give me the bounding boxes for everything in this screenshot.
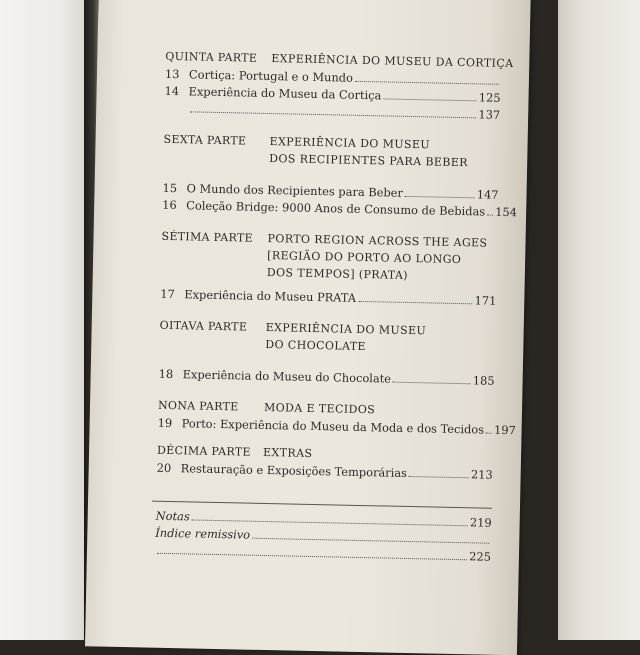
chapter-title: Experiência do Museu PRATA: [184, 287, 357, 305]
page-number: 154: [495, 204, 518, 220]
facing-page-left: [0, 0, 88, 640]
dot-leader: [192, 519, 468, 526]
chapter-number: 18: [158, 366, 174, 382]
section-label: QUINTA PARTE: [165, 49, 258, 65]
dot-leader: [252, 538, 489, 544]
chapter-title: Experiência do Museu da Cortiça: [188, 84, 382, 103]
section-title: EXTRAS: [262, 445, 313, 460]
chapter-number: 19: [157, 415, 173, 431]
section-label: SÉTIMA PARTE: [161, 229, 254, 245]
book-page: [85, 0, 531, 655]
chapter-number: 17: [160, 286, 176, 302]
section-label: SEXTA PARTE: [163, 132, 247, 148]
chapter-title: Experiência do Museu do Chocolate: [182, 367, 392, 386]
page-number: 171: [474, 293, 497, 308]
chapter-number: 13: [164, 66, 180, 82]
page-number: 213: [470, 467, 493, 482]
section-title: MODA E TECIDOS: [263, 400, 376, 417]
section-title: EXPERIÊNCIA DO MUSEU DOS RECIPIENTES PARA BEBER: [269, 135, 469, 170]
dot-leader: [157, 553, 467, 560]
dot-leader: [405, 196, 475, 198]
dot-leader: [393, 382, 471, 385]
section-title: EXPERIÊNCIA DO MUSEU DA CORTIÇA: [271, 52, 514, 71]
page-number: 197: [493, 422, 516, 438]
page-number: 185: [472, 373, 495, 388]
dot-leader: [486, 433, 492, 434]
chapter-number: 15: [162, 180, 178, 196]
facing-page-right: [558, 0, 640, 640]
dot-leader: [355, 81, 499, 85]
page-number: 219: [469, 515, 492, 530]
divider: [152, 501, 492, 509]
chapter-number: 14: [164, 83, 180, 99]
section-heading: [161, 228, 498, 286]
section-title: EXPERIÊNCIA DO MUSEU DO CHOCOLATE: [265, 320, 427, 354]
chapter-title: Porto: Experiência do Museu da Moda e dos Tecidos: [181, 416, 485, 437]
page-number: 137: [478, 107, 501, 122]
page-number: 125: [478, 90, 501, 105]
section-heading: [159, 317, 496, 358]
chapter-title: Coleção Bridge: 9000 Anos de Consumo de Bebidas: [186, 198, 486, 219]
chapter-number: 16: [162, 197, 177, 213]
table-of-contents: [155, 48, 518, 566]
dot-leader: [487, 215, 493, 216]
page-number: 225: [469, 549, 492, 564]
section-title: PORTO REGION ACROSS THE AGES [REGIÃO DO PORTO AO LONGO DOS TEMPOS] (PRATA): [266, 232, 488, 282]
chapter-title: Cortiça: Portugal e o Mundo: [188, 67, 354, 85]
section-label: DÉCIMA PARTE: [156, 443, 251, 459]
dot-leader: [383, 98, 476, 101]
chapter-number: 20: [156, 460, 172, 476]
dot-leader: [409, 476, 469, 478]
chapter-title: O Mundo dos Recipientes para Beber: [186, 181, 404, 200]
dot-leader: [358, 301, 473, 304]
back-matter-title: Notas: [155, 508, 190, 524]
chapter-number: [164, 112, 188, 113]
chapter-title: Restauração e Exposições Temporárias: [180, 461, 408, 480]
section-heading: [163, 131, 500, 172]
section-label: NONA PARTE: [157, 398, 239, 414]
page-number: 147: [476, 187, 499, 202]
back-matter-title: Índice remissivo: [155, 525, 251, 542]
section-label: OITAVA PARTE: [159, 318, 248, 334]
